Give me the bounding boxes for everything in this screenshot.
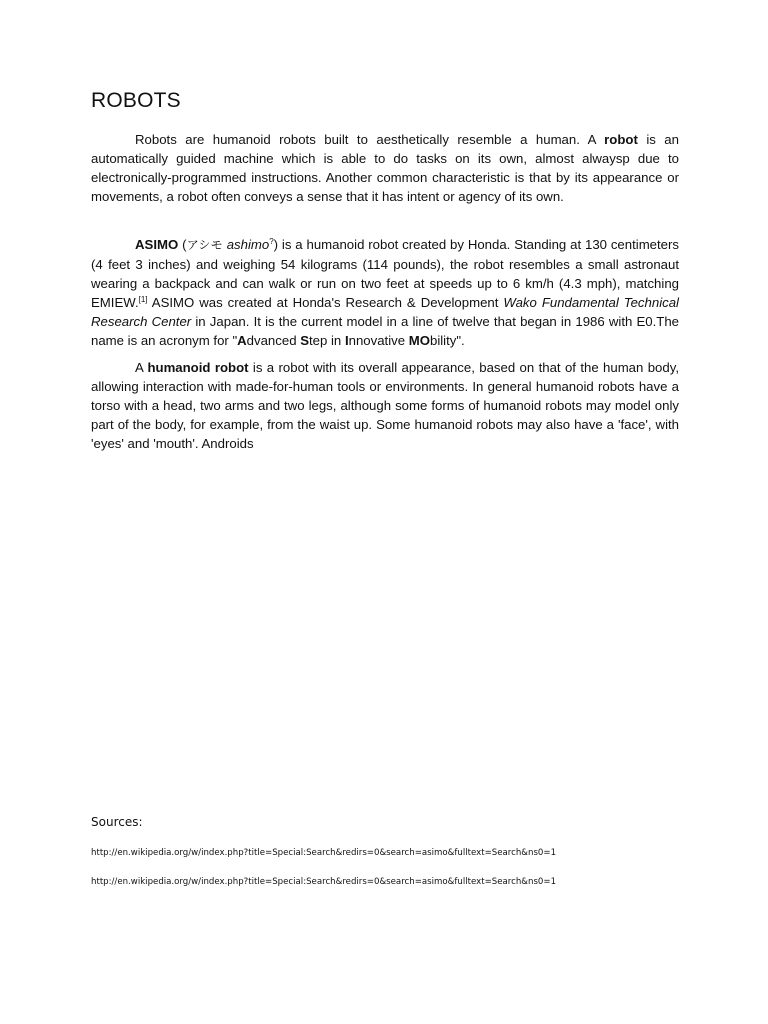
p2-text-9: bility". (429, 333, 465, 348)
p3-text-2: is a robot with its overall appearance, based on that of the human body, allowing interaction with made-for-human tools or environments. In general humanoid robots have a torso with a head, two arms and two legs, although some forms of humanoid robots may model only part of the body, for example, from the waist up. Some humanoid robots may also have a 'face', with 'eyes' and 'mouth'. Androids (91, 360, 680, 451)
source-link-2[interactable]: http://en.wikipedia.org/w/index.php?title=Special:Search&redirs=0&search=asimo&fulltext=Search&ns0=1 (91, 877, 557, 887)
p2-italic-ashimo: ashimo (226, 237, 270, 252)
p1-text-2: is an automatically guided machine which is able to do tasks on its own, almost alwaysp due to electronically-programmed instructions. Another common characteristic is that by its appearance or movements, a robot often conveys a sense that it has intent or agency of its own. (91, 132, 679, 204)
p2-text-5: in Japan. It is the current model in a line of twelve that began in 1986 with E0.The name is an acronym for " (91, 314, 680, 348)
source-link-1[interactable]: http://en.wikipedia.org/w/index.php?title=Special:Search&redirs=0&search=asimo&fulltext=Search&ns0=1 (91, 848, 557, 858)
p2-citation-1[interactable]: [1] (138, 295, 148, 304)
p2-text-6: dvanced (246, 333, 301, 348)
paragraph-humanoid-robot (91, 358, 679, 453)
p2-bold-a: A (237, 333, 247, 348)
p3-bold-humanoid-robot: humanoid robot (147, 360, 249, 375)
page-title: ROBOTS (91, 89, 181, 112)
p2-italic-research-center: Wako Fundamental Technical Research Center (91, 295, 679, 329)
p2-superscript-help[interactable]: ? (269, 237, 274, 246)
p2-bold-s: S (300, 333, 309, 348)
sources-label: Sources: (91, 815, 143, 829)
p2-text-4: ASIMO was created at Honda's Research & Development (147, 295, 504, 310)
p2-text-1: ( (178, 237, 187, 252)
paragraph-robots-intro (91, 130, 679, 206)
p2-text-7: tep in (309, 333, 345, 348)
p2-bold-asimo: ASIMO (135, 237, 179, 252)
p2-bold-mo: MO (408, 333, 430, 348)
p3-text-1: A (135, 360, 148, 375)
p2-text-3: ) is a humanoid robot created by Honda. Standing at 130 centimeters (4 feet 3 inches) and weighing 54 kilograms (114 pounds), the robot resembles a small astronaut wearing a backpack and can walk or run on two feet at speeds up to 6 km/h (4.3 mph), matching EMIEW. (91, 237, 680, 310)
p1-text-1: Robots are humanoid robots built to aesthetically resemble a human. A (135, 132, 605, 147)
document-page (91, 0, 679, 1024)
paragraph-asimo (91, 235, 679, 350)
p1-bold-robot: robot (604, 132, 638, 147)
p2-japanese-name: アシモ (186, 238, 223, 252)
p2-text-8: nnovative (348, 333, 409, 348)
p2-bold-i: I (344, 333, 349, 348)
